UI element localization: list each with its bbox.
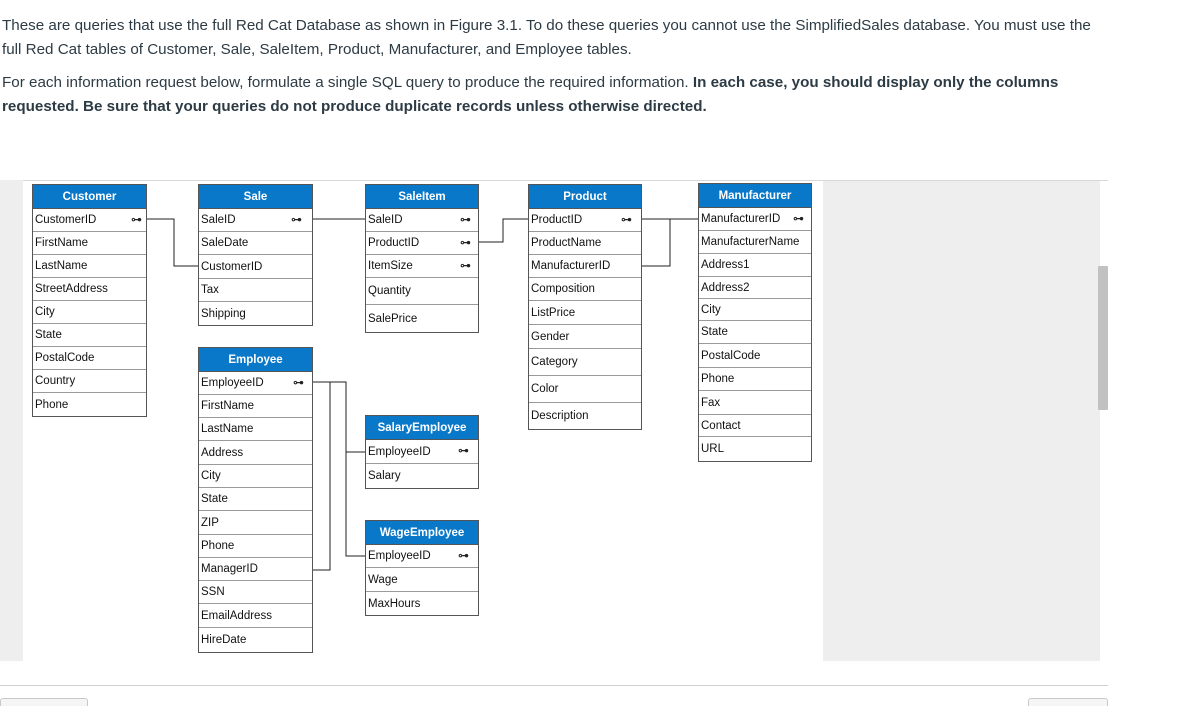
table-employee-field: HireDate <box>201 634 247 646</box>
table-customer-field: State <box>33 324 146 347</box>
table-product <box>528 184 642 430</box>
table-employee <box>198 347 313 653</box>
footer-divider <box>0 685 1108 686</box>
key-icon: ⊶ <box>458 549 469 562</box>
rel-product-manufacturer-fk <box>641 219 670 266</box>
table-manufacturer-field: Fax <box>699 391 811 415</box>
table-product-field: Composition <box>529 278 641 301</box>
table-product-field: ListPrice <box>529 301 641 325</box>
table-employee-field: ManagerID <box>199 558 312 581</box>
table-sale <box>198 184 313 326</box>
table-employee-field: City <box>199 465 312 488</box>
table-sale-field: CustomerID <box>199 255 312 279</box>
rel-employee-wage <box>346 452 365 556</box>
next-button[interactable] <box>1028 698 1108 706</box>
rel-employee-salary <box>313 382 365 452</box>
table-employee-field: SSN <box>199 581 312 604</box>
key-icon: ⊶ <box>460 259 471 272</box>
table-employee-field: FirstName <box>199 395 312 418</box>
table-customer-field: Country <box>33 370 146 393</box>
table-customer-field: LastName <box>33 255 146 278</box>
table-manufacturer-field: City <box>699 299 811 321</box>
table-manufacturer-field: State <box>699 321 811 344</box>
table-wageemployee-title: WageEmployee <box>366 521 478 545</box>
previous-button[interactable] <box>0 698 88 706</box>
table-sale-field: SaleID ⊶ <box>199 209 312 232</box>
table-salaryemployee-title: SalaryEmployee <box>366 416 478 440</box>
table-wageemployee-field: MaxHours <box>368 597 421 610</box>
key-icon: ⊶ <box>621 213 632 226</box>
table-manufacturer-field: ManufacturerID ⊶ <box>699 208 811 231</box>
table-product-field: ProductName <box>529 232 641 255</box>
table-customer-title: Customer <box>33 185 146 209</box>
table-manufacturer-field: Phone <box>699 368 811 391</box>
key-icon: ⊶ <box>793 212 804 225</box>
table-manufacturer-field: Address1 <box>699 254 811 277</box>
table-salaryemployee-field: Salary <box>368 470 401 482</box>
table-saleitem-title: SaleItem <box>366 185 478 209</box>
table-employee-field: EmailAddress <box>199 604 312 628</box>
table-customer-field: FirstName <box>33 232 146 255</box>
table-employee-field: ZIP <box>199 511 312 535</box>
table-wageemployee <box>365 520 479 616</box>
table-product-field: Category <box>529 349 641 376</box>
key-icon: ⊶ <box>131 213 142 226</box>
table-sale-field: Tax <box>199 279 312 302</box>
table-employee-field: Phone <box>199 535 312 558</box>
table-wageemployee-field: Wage <box>366 568 478 592</box>
rel-saleitem-product <box>479 219 528 242</box>
table-customer-field: PostalCode <box>33 347 146 370</box>
rel-customer-sale <box>146 219 198 266</box>
table-employee-field: Address <box>199 441 312 465</box>
table-manufacturer-field: Contact <box>699 415 811 437</box>
table-manufacturer-field: ManufacturerName <box>699 231 811 254</box>
table-employee-field: EmployeeID ⊶ <box>199 372 312 395</box>
table-customer-field: CustomerID ⊶ <box>33 209 146 232</box>
table-sale-title: Sale <box>199 185 312 209</box>
table-employee-field: LastName <box>199 418 312 441</box>
table-product-field: Color <box>529 376 641 403</box>
table-salaryemployee <box>365 415 479 489</box>
instructions-normal-text: For each information request below, formulate a single SQL query to produce the required information. <box>2 74 693 91</box>
table-product-field: Gender <box>529 325 641 349</box>
table-manufacturer-title: Manufacturer <box>699 184 811 208</box>
table-saleitem-field: ProductID ⊶ <box>366 232 478 255</box>
table-product-title: Product <box>529 185 641 209</box>
table-customer-field: StreetAddress <box>33 278 146 301</box>
instructions-bold-text: In each case, you should display only the columns requested. Be sure that your queries do not produce duplicate records unless otherwise directed. <box>2 74 1059 115</box>
table-product-field: ProductID ⊶ <box>529 209 641 232</box>
table-product-field: ManufacturerID <box>529 255 641 278</box>
table-salaryemployee-field: EmployeeID ⊶ <box>366 440 478 464</box>
table-sale-field: Shipping <box>201 307 246 320</box>
key-icon: ⊶ <box>458 445 469 457</box>
table-customer-field: Phone <box>35 398 69 411</box>
table-customer-field: City <box>33 301 146 324</box>
instructions-paragraph-1: These are queries that use the full Red Cat Database as shown in Figure 3.1. To do these queries you cannot use the SimplifiedSales database. You must use the full Red Cat tables of Customer, Sale, SaleItem, Product, Manufacturer, and Employee tables. <box>2 17 1091 58</box>
table-saleitem-field: Quantity <box>366 278 478 305</box>
table-manufacturer-field: Address2 <box>699 277 811 299</box>
table-manufacturer-field: PostalCode <box>699 344 811 368</box>
table-manufacturer <box>698 183 812 462</box>
table-employee-title: Employee <box>199 348 312 372</box>
table-saleitem-field: ItemSize ⊶ <box>366 255 478 278</box>
key-icon: ⊶ <box>460 213 471 226</box>
key-icon: ⊶ <box>460 236 471 249</box>
key-icon: ⊶ <box>291 213 302 226</box>
table-customer <box>32 184 147 417</box>
table-wageemployee-field: EmployeeID ⊶ <box>366 545 478 568</box>
table-saleitem-field: SalePrice <box>368 312 418 325</box>
table-product-field: Description <box>531 410 589 422</box>
table-manufacturer-field: URL <box>701 443 725 455</box>
table-sale-field: SaleDate <box>199 232 312 255</box>
key-icon: ⊶ <box>293 376 304 389</box>
table-employee-field: State <box>199 488 312 511</box>
table-saleitem-field: SaleID ⊶ <box>366 209 478 232</box>
table-saleitem <box>365 184 479 333</box>
